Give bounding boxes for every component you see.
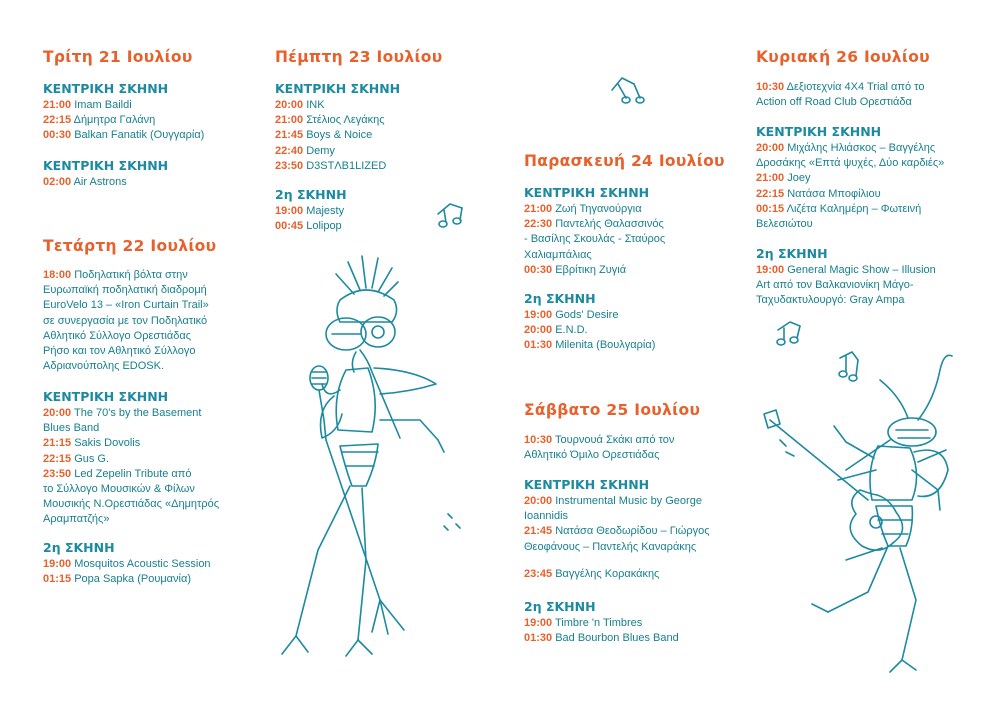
list-item: 22:15 Νατάσα Μποφίλιου (756, 187, 881, 200)
stage-title: ΚΕΝΤΡΙΚΗ ΣΚΗΝΗ (43, 81, 169, 96)
list-item: 19:00 Timbre 'n Timbres (524, 617, 643, 629)
stage-title: 2η ΣΚΗΝΗ (756, 246, 828, 261)
list-item: 20:00 The 70's by the Basement (43, 407, 202, 419)
list-item: 18:00 Ποδηλατική βόλτα στην (43, 269, 188, 281)
list-item: 21:00 Στέλιος Λεγάκης (275, 114, 385, 127)
saturday-event: 10:30 Τουρνουά Σκάκι από τον Αθλητικό Όμιλο Ορεστιάδας (524, 434, 675, 462)
list-item: 21:00 Ζωή Τηγανούργια (524, 203, 642, 215)
stage-title: 2η ΣΚΗΝΗ (43, 540, 115, 555)
list-item: 21:15 Sakis Dovolis (43, 437, 141, 450)
list-item: 23:50 Led Zepelin Tribute από (43, 467, 192, 480)
stage-title: ΚΕΝΤΡΙΚΗ ΣΚΗΝΗ (524, 185, 650, 200)
saturday-main-stage: ΚΕΝΤΡΙΚΗ ΣΚΗΝΗ 20:00 Instrumental Music by George Ioannidis 21:45 Νατάσα Θεοδωρίδου – Γιώργος Θεοφάνους – Παντελής Καναράκης 23:45 Βαγγέλης Κορακάκης (524, 476, 710, 582)
list-item: 21:45 Νατάσα Θεοδωρίδου – Γιώργος (524, 525, 710, 538)
list-item: 19:00 Majesty (275, 205, 345, 217)
list-item: 00:30 Εβρίτικη Ζυγιά (524, 263, 627, 276)
list-item: 01:30 Milenita (Βουλγαρία) (524, 339, 656, 352)
friday-main-stage: ΚΕΝΤΡΙΚΗ ΣΚΗΝΗ 21:00 Ζωή Τηγανούργια 22:30 Παντελής Θαλασσινός - Βασίλης Σκουλάς - Σταύρος Χαλιαμπάλιας 00:30 Εβρίτικη Ζυγιά (524, 184, 665, 278)
day-heading-thursday: Πέμπτη 23 Ιουλίου (275, 48, 443, 66)
list-item: 00:15 Λιζέτα Καλημέρη – Φωτεινή (756, 202, 922, 215)
stage-title: ΚΕΝΤΡΙΚΗ ΣΚΗΝΗ (275, 81, 401, 96)
list-item: 20:00 Instrumental Music by George (524, 495, 702, 507)
music-note-icon (777, 322, 800, 345)
list-item: 22:40 Demy (275, 144, 335, 157)
list-item: 23:45 Βαγγέλης Κορακάκης (524, 567, 660, 580)
list-item: 01:30 Bad Bourbon Blues Band (524, 632, 679, 645)
list-item: 01:15 Popa Sapka (Ρουμανία) (43, 573, 191, 586)
stage-title: ΚΕΝΤΡΙΚΗ ΣΚΗΝΗ (756, 124, 882, 139)
list-item: 22:30 Παντελής Θαλασσινός (524, 218, 664, 231)
list-item: 00:45 Lolipop (275, 220, 342, 233)
stage-title: 2η ΣΚΗΝΗ (275, 187, 347, 202)
list-item: 21:00 Imam Baildi (43, 99, 132, 111)
mosquito-guitarist-illustration (764, 355, 952, 672)
list-item: 21:45 Boys & Noice (275, 129, 373, 142)
sunday-main-stage: ΚΕΝΤΡΙΚΗ ΣΚΗΝΗ 20:00 Μιχάλης Ηλιάσκος – Βαγγέλης Δροσάκης «Επτά ψυχές, Δύο καρδιές» 21:00 Joey 22:15 Νατάσα Μποφίλιου 00:15 Λιζέτα Καλημέρη – Φωτεινή Βελεσιώτου (756, 124, 945, 231)
list-item: 10:30 Τουρνουά Σκάκι από τον (524, 434, 675, 446)
music-note-icon (438, 204, 462, 227)
sunday-second-stage: 2η ΣΚΗΝΗ 19:00 General Magic Show – Illusion Art από τον Βαλκανιονίκη Μάγο- Ταχυδακτυλουργό: Gray Ampa (756, 246, 936, 307)
list-item: 19:00 Mosquitos Acoustic Session (43, 558, 211, 570)
sunday-event: 10:30 Δεξιοτεχνία 4X4 Trial από το Action off Road Club Ορεστιάδα (756, 81, 925, 109)
day-heading-friday: Παρασκευή 24 Ιουλίου (524, 152, 725, 170)
mosquito-singer-illustration (282, 256, 460, 656)
music-note-icon (839, 352, 858, 381)
list-item: 20:00 E.N.D. (524, 324, 588, 337)
wednesday-main-stage: ΚΕΝΤΡΙΚΗ ΣΚΗΝΗ 20:00 The 70's by the Basement Blues Band 21:15 Sakis Dovolis 22:15 Gus G. 23:50 Led Zepelin Tribute από το Σύλλογο Μουσικών & Φίλων Μουσικής Ν.Ορεστιάδας «Δημητρός Αραμπατζής» (43, 389, 220, 526)
list-item: 10:30 Δεξιοτεχνία 4X4 Trial από το (756, 81, 925, 93)
list-item: 00:30 Balkan Fanatik (Ουγγαρία) (43, 129, 205, 142)
day-heading-saturday: Σάββατο 25 Ιουλίου (524, 401, 701, 419)
stage-title: ΚΕΝΤΡΙΚΗ ΣΚΗΝΗ (524, 477, 650, 492)
stage-title: 2η ΣΚΗΝΗ (524, 599, 596, 614)
list-item: 20:00 INK (275, 99, 325, 111)
list-item: 20:00 Μιχάλης Ηλιάσκος – Βαγγέλης (756, 142, 936, 154)
stage-title: ΚΕΝΤΡΙΚΗ ΣΚΗΝΗ (43, 158, 169, 173)
stage-title: ΚΕΝΤΡΙΚΗ ΣΚΗΝΗ (43, 389, 169, 404)
list-item: 02:00 Air Astrons (43, 176, 127, 188)
day-heading-tuesday: Τρίτη 21 Ιουλίου (43, 48, 193, 66)
music-note-icon (612, 78, 644, 103)
day-heading-wednesday: Τετάρτη 22 Ιουλίου (43, 237, 217, 255)
day-heading-sunday: Κυριακή 26 Ιουλίου (756, 48, 930, 66)
list-item: 22:15 Δήμητρα Γαλάνη (43, 114, 156, 127)
wednesday-event: 18:00 Ποδηλατική βόλτα στην Ευρωπαϊκή ποδηλατική διαδρομή EuroVelo 13 – «Iron Curtain Trail» σε συνεργασία με τον Ποδηλατικό Αθλητικό Σύλλογο Ορεστιάδας Ρήσο και τον Αθλητικό Σύλλογο Αδριανούπολης EDOSK. (43, 269, 209, 373)
list-item: 19:00 General Magic Show – Illusion (756, 264, 936, 276)
list-item: 22:15 Gus G. (43, 452, 110, 465)
list-item: 21:00 Joey (756, 172, 811, 185)
stage-title: 2η ΣΚΗΝΗ (524, 291, 596, 306)
list-item: 19:00 Gods' Desire (524, 309, 619, 321)
list-item: 23:50 D3STΛB1LIZED (275, 159, 387, 172)
